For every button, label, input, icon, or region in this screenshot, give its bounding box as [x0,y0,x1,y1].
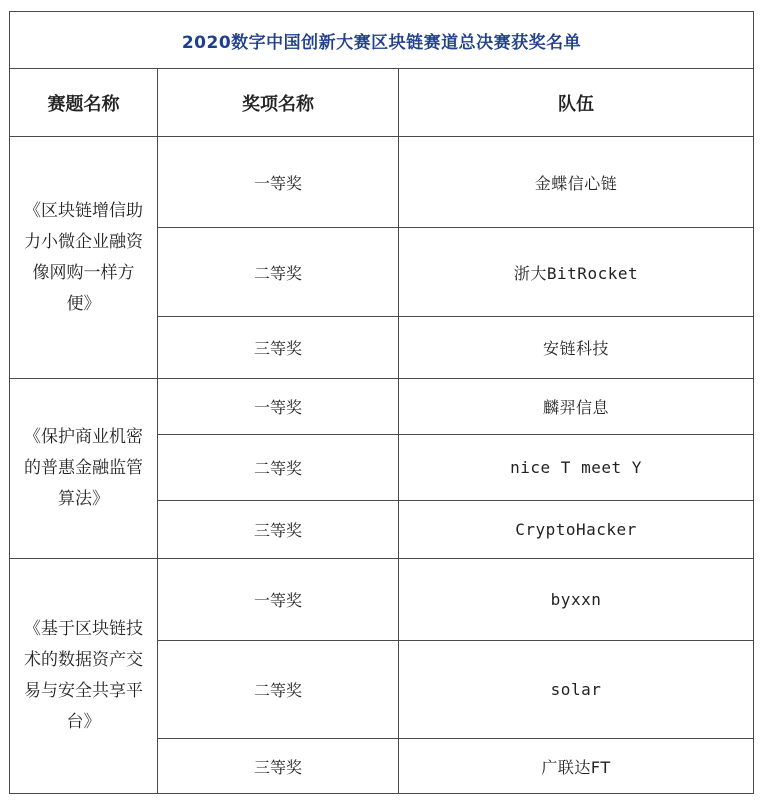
team-cell: 浙大BitRocket [399,228,754,317]
prize-cell: 三等奖 [158,501,399,559]
topic-cell: 《基于区块链技术的数据资产交易与安全共享平台》 [10,559,158,794]
prize-cell: 三等奖 [158,739,399,794]
prize-cell: 二等奖 [158,228,399,317]
team-cell: 麟羿信息 [399,379,754,435]
awards-table [9,11,754,794]
header-prize: 奖项名称 [158,69,399,137]
team-cell: 广联达FT [399,739,754,794]
team-cell: 安链科技 [399,317,754,379]
table-row [10,137,754,228]
table-title: 2020数字中国创新大赛区块链赛道总决赛获奖名单 [10,12,754,69]
topic-cell: 《区块链增信助力小微企业融资像网购一样方便》 [10,137,158,379]
table-row [10,559,754,641]
prize-cell: 一等奖 [158,137,399,228]
team-cell: byxxn [399,559,754,641]
prize-cell: 一等奖 [158,379,399,435]
header-team: 队伍 [399,69,754,137]
topic-cell: 《保护商业机密的普惠金融监管算法》 [10,379,158,559]
team-cell: solar [399,641,754,739]
prize-cell: 二等奖 [158,641,399,739]
table-row [10,379,754,435]
team-cell: nice T meet Y [399,435,754,501]
team-cell: CryptoHacker [399,501,754,559]
team-cell: 金蝶信心链 [399,137,754,228]
prize-cell: 三等奖 [158,317,399,379]
header-topic: 赛题名称 [10,69,158,137]
prize-cell: 二等奖 [158,435,399,501]
prize-cell: 一等奖 [158,559,399,641]
